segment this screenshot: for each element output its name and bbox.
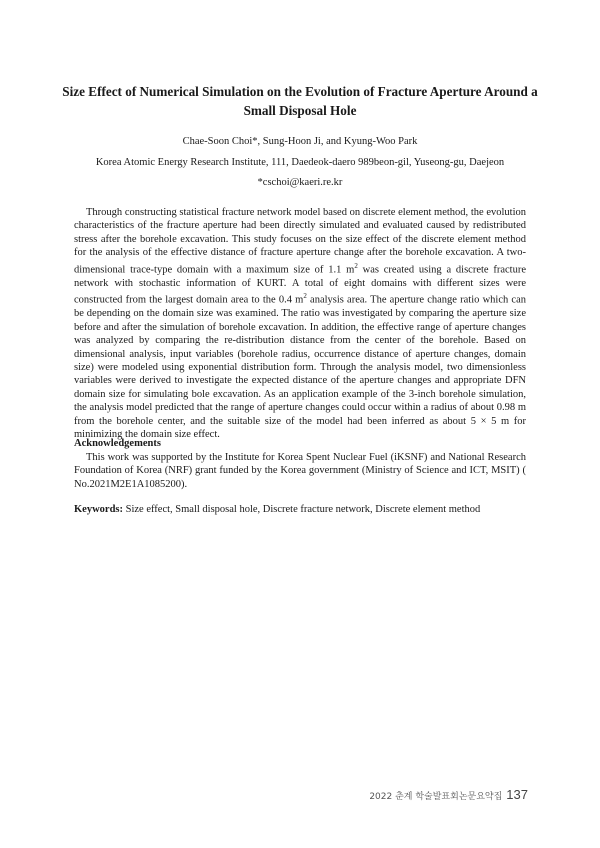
affiliation: Korea Atomic Energy Research Institute, 111, Daedeok-daero 989beon-gil, Yuseong-gu, Daejeon (95, 157, 505, 168)
abstract-text-2: was created using a discrete fracture network with stochastic information of KURT. A total of eight domains with different sizes were constructed from the largest domain area to the 0.4 m (74, 264, 527, 306)
keywords-line (74, 504, 526, 515)
abstract-text-3: analysis area. The aperture change ratio which can be depending on the domain size was examined. The ratio was investigated by comparing the aperture size before and after the simulation of borehole excavation. In addition, the effective range of aperture changes was analyzed by comparing the re-distribution distance from the center of the borehole. Based on dimensional analysis, input variables (borehole radius, occurrence distance of aperture changes, domain size) were modeled using exponential distribution form. Through the analysis model, two dimensionless variables were derived to investigate the expected distance of the aperture changes and appropriate DFN domain size for simulating bole excavation. As an application example of the 3-inch borehole simulation, the analysis model predicted that the range of aperture changes could occur within a radius of about 0.98 m from the borehole center, and the suitable size of the model had been inferred as about 5 × 5 m for minimizing the domain size effect. (74, 294, 526, 441)
area-unit-superscript: 2 (354, 261, 358, 270)
abstract-paragraph (74, 206, 526, 442)
proceedings-title: 2022 춘계 학술발표회논문요약집 (369, 792, 503, 802)
page-footer (369, 787, 528, 802)
page-number: 137 (506, 787, 528, 802)
keywords-label: Keywords: (74, 504, 123, 515)
corresponding-email: *cschoi@kaeri.re.kr (257, 177, 343, 188)
author-list: Chae-Soon Choi*, Sung-Hoon Ji, and Kyung-Woo Park (182, 136, 418, 147)
keywords-list: Size effect, Small disposal hole, Discrete fracture network, Discrete element method (123, 504, 481, 515)
area-unit-superscript: 2 (303, 292, 307, 301)
abstract-text-1: Through constructing statistical fracture network model based on discrete element method, the evolution characteristics of the fracture aperture had been directly simulated and evaluated caused by redistributed stress after the borehole excavation. This study focuses on the size effect of the discrete element method for the analysis of the effective distance of fracture aperture change after the borehole excavation. A two-dimensional trace-type domain with a maximum size of 1.1 m (74, 207, 526, 276)
paper-title: Size Effect of Numerical Simulation on the Evolution of Fracture Aperture Around a Small Disposal Hole (62, 84, 538, 118)
acknowledgements-heading: Acknowledgements (74, 438, 161, 449)
acknowledgements-text: This work was supported by the Institute for Korea Spent Nuclear Fuel (iKSNF) and National Research Foundation of Korea (NRF) grant funded by the Korea government (Ministry of Science and ICT, MSIT) ( No.2021M2E1A1085200). (74, 452, 526, 490)
